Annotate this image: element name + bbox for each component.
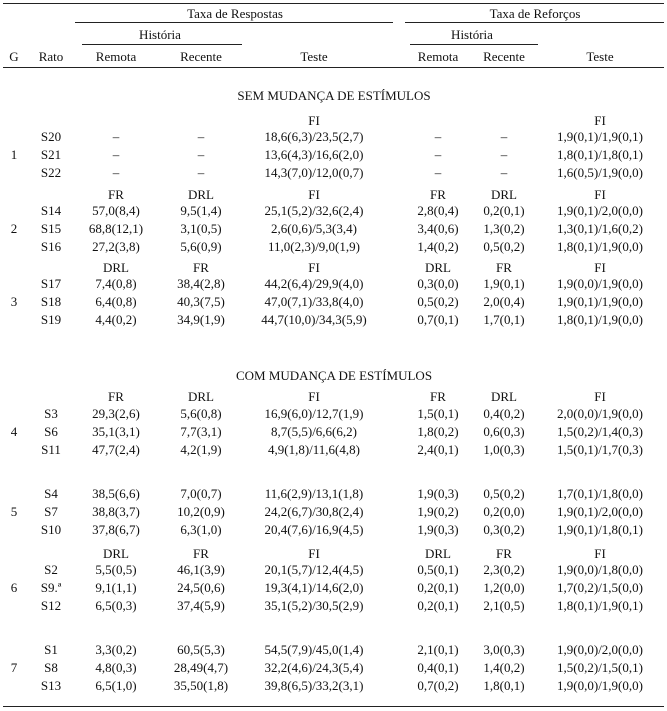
- cell-reinf-test: 1,7(0,2)/1,5(0,0): [557, 580, 643, 595]
- cell-rat: S1: [44, 642, 58, 657]
- cell-rat: S6: [44, 424, 58, 439]
- cell-recent: 37,4(5,9): [177, 598, 225, 613]
- cell-reinf-test: 1,9(0,1)/1,9(0,1): [557, 129, 643, 144]
- section-title: COM MUDANÇA DE ESTÍMULOS: [235, 368, 433, 383]
- cell-rat: S19: [40, 312, 62, 327]
- schedule-label: DRL: [103, 260, 129, 275]
- cell-rat: S8: [44, 660, 58, 675]
- cell-recent: –: [197, 165, 205, 180]
- cell-reinf-recent: 2,1(0,5): [483, 598, 525, 613]
- cell-reinf-remote: 0,5(0,1): [417, 562, 459, 577]
- cell-reinf-remote: –: [434, 129, 442, 144]
- cell-reinf-test: 1,3(0,1)/1,6(0,2): [557, 221, 643, 236]
- cell-rat: S3: [44, 406, 58, 421]
- cell-reinf-recent: 1,9(0,1): [483, 276, 525, 291]
- col-test-reinf-header: Teste: [586, 49, 614, 64]
- cell-recent: 4,2(1,9): [180, 442, 222, 457]
- schedule-label: DRL: [188, 389, 214, 404]
- cell-remote: –: [112, 147, 120, 162]
- cell-remote: 5,5(0,5): [95, 562, 137, 577]
- col-rat-header: Rato: [38, 49, 64, 64]
- cell-reinf-recent: 0,5(0,2): [483, 239, 525, 254]
- cell-remote: 3,3(0,2): [95, 642, 137, 657]
- cell-reinf-test: 1,9(0,1)/1,8(0,1): [557, 522, 643, 537]
- cell-test: 54,5(7,9)/45,0(1,4): [264, 642, 364, 657]
- cell-reinf-test: 1,6(0,5)/1,9(0,0): [557, 165, 643, 180]
- schedule-label: FR: [193, 546, 209, 561]
- reinforcement-rate-rule: [405, 22, 664, 23]
- cell-reinf-recent: 0,2(0,0): [483, 504, 525, 519]
- cell-reinf-remote: 1,9(0,3): [417, 486, 459, 501]
- cell-test: 11,0(2,3)/9,0(1,9): [268, 239, 360, 254]
- cell-recent: 34,9(1,9): [177, 312, 225, 327]
- history-header-reinforcements: História: [451, 27, 493, 42]
- cell-rat: S11: [41, 442, 61, 457]
- cell-reinf-remote: 1,9(0,3): [417, 522, 459, 537]
- cell-recent: 6,3(1,0): [180, 522, 222, 537]
- col-g-header: G: [9, 49, 19, 64]
- schedule-label: FI: [308, 113, 320, 128]
- schedule-label: DRL: [425, 260, 451, 275]
- cell-reinf-remote: –: [434, 147, 442, 162]
- cell-test: 11,6(2,9)/13,1(1,8): [264, 486, 364, 501]
- cell-reinf-recent: 2,0(0,4): [483, 294, 525, 309]
- schedule-label: FR: [496, 546, 512, 561]
- cell-reinf-remote: 1,4(0,2): [417, 239, 459, 254]
- cell-rat: S13: [40, 678, 62, 693]
- cell-reinf-test: 2,0(0,0)/1,9(0,0): [557, 406, 643, 421]
- cell-remote: 68,8(12,1): [88, 221, 144, 236]
- cell-reinf-remote: 0,4(0,1): [417, 660, 459, 675]
- cell-rat: S9.ª: [40, 580, 62, 595]
- cell-remote: 57,0(8,4): [92, 203, 140, 218]
- cell-reinf-test: 1,9(0,1)/2,0(0,0): [557, 203, 643, 218]
- cell-reinf-recent: 0,3(0,2): [483, 522, 525, 537]
- group-number: 7: [10, 660, 18, 675]
- cell-remote: –: [112, 129, 120, 144]
- bottom-rule: [3, 706, 664, 707]
- cell-rat: S22: [40, 165, 62, 180]
- cell-reinf-test: 1,9(0,0)/2,0(0,0): [557, 642, 643, 657]
- cell-remote: 47,7(2,4): [92, 442, 140, 457]
- cell-reinf-recent: 1,3(0,2): [483, 221, 525, 236]
- schedule-label: FI: [308, 187, 320, 202]
- cell-rat: S2: [44, 562, 58, 577]
- cell-rat: S18: [40, 294, 62, 309]
- cell-reinf-recent: 0,6(0,3): [483, 424, 525, 439]
- cell-rat: S14: [40, 203, 62, 218]
- cell-reinf-recent: 1,8(0,1): [483, 678, 525, 693]
- col-recent-header: Recente: [180, 49, 222, 64]
- history-header-responses: História: [139, 27, 181, 42]
- cell-reinf-remote: –: [434, 165, 442, 180]
- cell-reinf-remote: 0,2(0,1): [417, 580, 459, 595]
- cell-reinf-recent: 1,4(0,2): [483, 660, 525, 675]
- cell-recent: –: [197, 129, 205, 144]
- cell-test: 4,9(1,8)/11,6(4,8): [268, 442, 360, 457]
- response-rate-header: Taxa de Respostas: [187, 6, 283, 21]
- section-title: SEM MUDANÇA DE ESTÍMULOS: [237, 88, 431, 103]
- cell-reinf-test: 1,8(0,1)/1,9(0,0): [557, 239, 643, 254]
- cell-reinf-remote: 0,3(0,0): [417, 276, 459, 291]
- cell-test: 19,3(4,1)/14,6(2,0): [264, 580, 364, 595]
- cell-recent: 35,50(1,8): [173, 678, 229, 693]
- cell-recent: 38,4(2,8): [177, 276, 225, 291]
- top-rule: [3, 3, 664, 4]
- cell-rat: S21: [40, 147, 62, 162]
- col-remote-header: Remota: [95, 49, 137, 64]
- group-number: 2: [10, 221, 18, 236]
- schedule-label: FR: [430, 187, 446, 202]
- cell-reinf-remote: 1,8(0,2): [417, 424, 459, 439]
- schedule-label: FR: [193, 260, 209, 275]
- cell-reinf-remote: 2,8(0,4): [417, 203, 459, 218]
- group-number: 6: [10, 580, 18, 595]
- cell-reinf-recent: –: [500, 129, 508, 144]
- schedule-label: FI: [308, 389, 320, 404]
- cell-remote: 37,8(6,7): [92, 522, 140, 537]
- col-test-header: Teste: [300, 49, 328, 64]
- cell-test: 18,6(6,3)/23,5(2,7): [264, 129, 364, 144]
- cell-remote: 6,5(1,0): [95, 678, 137, 693]
- cell-test: 16,9(6,0)/12,7(1,9): [264, 406, 364, 421]
- schedule-label: FI: [594, 113, 606, 128]
- cell-rat: S20: [40, 129, 62, 144]
- schedule-label: FI: [308, 260, 320, 275]
- cell-rat: S17: [40, 276, 62, 291]
- cell-reinf-test: 1,5(0,1)/1,7(0,3): [557, 442, 643, 457]
- cell-remote: 7,4(0,8): [95, 276, 137, 291]
- cell-reinf-test: 1,9(0,1)/1,9(0,0): [557, 294, 643, 309]
- cell-remote: 38,5(6,6): [92, 486, 140, 501]
- cell-recent: 10,2(0,9): [177, 504, 225, 519]
- group-number: 3: [10, 294, 18, 309]
- cell-reinf-remote: 0,7(0,1): [417, 312, 459, 327]
- cell-recent: –: [197, 147, 205, 162]
- schedule-label: FI: [308, 546, 320, 561]
- schedule-label: DRL: [103, 546, 129, 561]
- group-number: 4: [10, 424, 18, 439]
- cell-reinf-remote: 0,5(0,2): [417, 294, 459, 309]
- schedule-label: FR: [108, 187, 124, 202]
- cell-test: 2,6(0,6)/5,3(3,4): [271, 221, 357, 236]
- cell-test: 8,7(5,5)/6,6(6,2): [271, 424, 357, 439]
- cell-test: 39,8(6,5)/33,2(3,1): [264, 678, 364, 693]
- schedule-label: FI: [594, 546, 606, 561]
- cell-reinf-test: 1,9(0,0)/1,9(0,0): [557, 276, 643, 291]
- cell-test: 24,2(6,7)/30,8(2,4): [264, 504, 364, 519]
- cell-test: 44,7(10,0)/34,3(5,9): [261, 312, 367, 327]
- cell-test: 25,1(5,2)/32,6(2,4): [264, 203, 364, 218]
- history-rule-reinforcements: [410, 44, 538, 45]
- cell-test: 35,1(5,2)/30,5(2,9): [264, 598, 364, 613]
- schedule-label: DRL: [425, 546, 451, 561]
- cell-reinf-test: 1,9(0,0)/1,9(0,0): [557, 678, 643, 693]
- group-number: 5: [10, 504, 18, 519]
- schedule-label: FI: [594, 260, 606, 275]
- cell-recent: 46,1(3,9): [177, 562, 225, 577]
- cell-reinf-test: 1,7(0,1)/1,8(0,0): [557, 486, 643, 501]
- cell-remote: 9,1(1,1): [95, 580, 137, 595]
- schedule-label: FI: [594, 187, 606, 202]
- cell-reinf-remote: 0,2(0,1): [417, 598, 459, 613]
- history-rule-responses: [82, 44, 242, 45]
- cell-recent: 5,6(0,8): [180, 406, 222, 421]
- cell-rat: S7: [44, 504, 58, 519]
- group-number: 1: [10, 147, 18, 162]
- cell-recent: 40,3(7,5): [177, 294, 225, 309]
- header-bottom-rule: [3, 67, 664, 68]
- cell-reinf-test: 1,8(0,1)/1,9(0,1): [557, 598, 643, 613]
- cell-reinf-test: 1,9(0,1)/2,0(0,0): [557, 504, 643, 519]
- cell-test: 14,3(7,0)/12,0(0,7): [264, 165, 364, 180]
- cell-reinf-test: 1,5(0,2)/1,4(0,3): [557, 424, 643, 439]
- schedule-label: DRL: [491, 389, 517, 404]
- schedule-label: DRL: [188, 187, 214, 202]
- cell-reinf-recent: 0,2(0,1): [483, 203, 525, 218]
- cell-test: 20,1(5,7)/12,4(4,5): [264, 562, 364, 577]
- cell-reinf-remote: 1,9(0,2): [417, 504, 459, 519]
- cell-reinf-recent: 1,7(0,1): [483, 312, 525, 327]
- cell-reinf-recent: 1,0(0,3): [483, 442, 525, 457]
- cell-reinf-remote: 1,5(0,1): [417, 406, 459, 421]
- schedule-label: DRL: [491, 187, 517, 202]
- cell-rat: S4: [44, 486, 58, 501]
- cell-reinf-recent: –: [500, 165, 508, 180]
- cell-reinf-recent: 0,4(0,2): [483, 406, 525, 421]
- cell-remote: 29,3(2,6): [92, 406, 140, 421]
- response-rate-rule: [75, 22, 393, 23]
- cell-remote: 6,5(0,3): [95, 598, 137, 613]
- cell-reinf-remote: 3,4(0,6): [417, 221, 459, 236]
- cell-recent: 7,0(0,7): [180, 486, 222, 501]
- cell-test: 13,6(4,3)/16,6(2,0): [264, 147, 364, 162]
- schedule-label: FI: [594, 389, 606, 404]
- cell-recent: 60,5(5,3): [177, 642, 225, 657]
- cell-remote: 27,2(3,8): [92, 239, 140, 254]
- cell-remote: 6,4(0,8): [95, 294, 137, 309]
- cell-remote: 35,1(3,1): [92, 424, 140, 439]
- cell-test: 32,2(4,6)/24,3(5,4): [264, 660, 364, 675]
- cell-reinf-recent: 3,0(0,3): [483, 642, 525, 657]
- schedule-label: FR: [108, 389, 124, 404]
- cell-recent: 9,5(1,4): [180, 203, 222, 218]
- cell-test: 20,4(7,6)/16,9(4,5): [264, 522, 364, 537]
- cell-remote: 38,8(3,7): [92, 504, 140, 519]
- cell-remote: 4,4(0,2): [95, 312, 137, 327]
- cell-rat: S15: [40, 221, 62, 236]
- cell-recent: 3,1(0,5): [180, 221, 222, 236]
- cell-test: 44,2(6,4)/29,9(4,0): [264, 276, 364, 291]
- cell-reinf-remote: 0,7(0,2): [417, 678, 459, 693]
- cell-reinf-remote: 2,1(0,1): [417, 642, 459, 657]
- cell-reinf-test: 1,8(0,1)/1,8(0,1): [557, 147, 643, 162]
- cell-recent: 7,7(3,1): [180, 424, 222, 439]
- reinforcement-rate-header: Taxa de Reforços: [489, 6, 581, 21]
- schedule-label: FR: [430, 389, 446, 404]
- cell-test: 47,0(7,1)/33,8(4,0): [264, 294, 364, 309]
- cell-rat: S12: [40, 598, 62, 613]
- cell-rat: S16: [40, 239, 62, 254]
- schedule-label: FR: [496, 260, 512, 275]
- cell-reinf-test: 1,8(0,1)/1,9(0,0): [557, 312, 643, 327]
- col-recent-reinf-header: Recente: [483, 49, 525, 64]
- cell-reinf-recent: 1,2(0,0): [483, 580, 525, 595]
- cell-reinf-remote: 2,4(0,1): [417, 442, 459, 457]
- cell-reinf-test: 1,5(0,2)/1,5(0,1): [557, 660, 643, 675]
- cell-recent: 28,49(4,7): [173, 660, 229, 675]
- cell-rat: S10: [40, 522, 62, 537]
- cell-reinf-recent: 2,3(0,2): [483, 562, 525, 577]
- cell-recent: 5,6(0,9): [180, 239, 222, 254]
- col-remote-reinf-header: Remota: [417, 49, 459, 64]
- cell-remote: 4,8(0,3): [95, 660, 137, 675]
- cell-recent: 24,5(0,6): [177, 580, 225, 595]
- cell-reinf-recent: –: [500, 147, 508, 162]
- cell-remote: –: [112, 165, 120, 180]
- cell-reinf-test: 1,9(0,0)/1,8(0,0): [557, 562, 643, 577]
- cell-reinf-recent: 0,5(0,2): [483, 486, 525, 501]
